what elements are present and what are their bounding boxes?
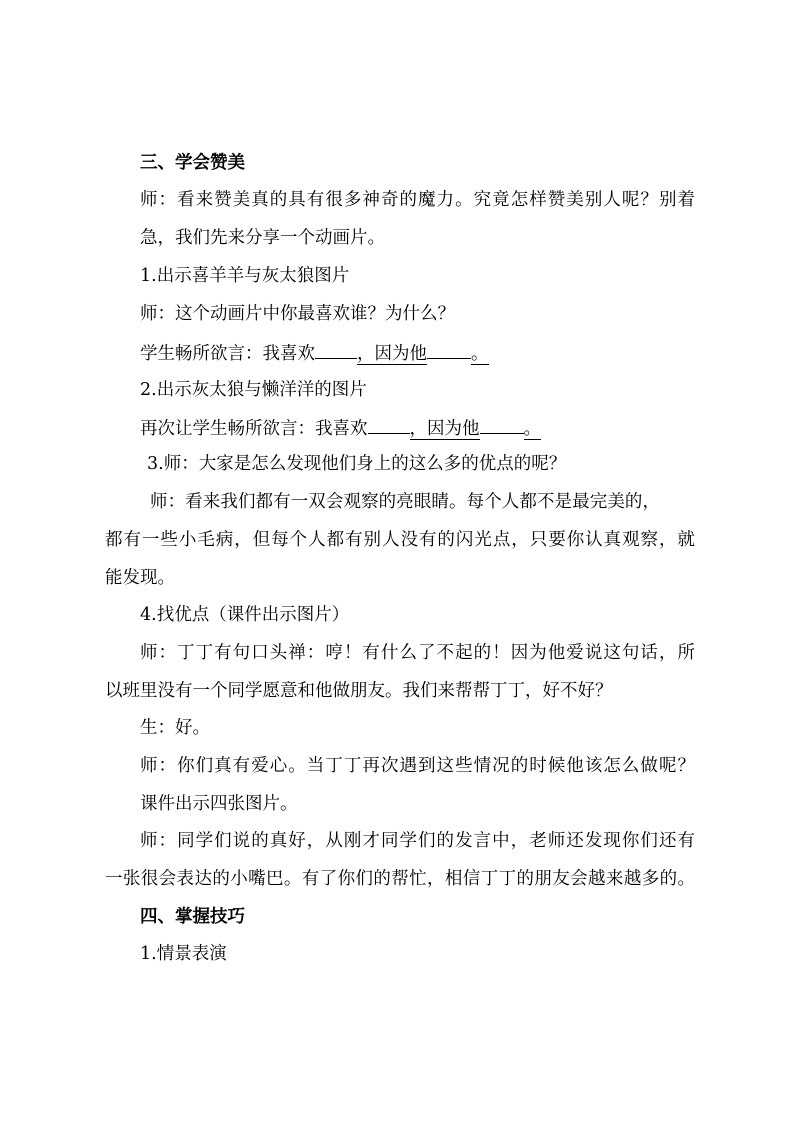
fill-blank (427, 340, 471, 359)
list-item: 2.出示灰太狼与懒洋洋的图片 (140, 380, 367, 400)
sentence-text: 。 (523, 419, 541, 439)
list-item: 3.师：大家是怎么发现他们身上的这么多的优点的呢？ (147, 454, 567, 474)
sentence-text: 再次让学生畅所欲言：我喜欢 (140, 419, 368, 439)
sentence-text: ，因为他 (409, 419, 480, 439)
paragraph-line: 能发现。 (105, 568, 175, 588)
paragraph-line: 急，我们先来分享一个动画片。 (140, 228, 385, 248)
paragraph-line: 师：这个动画片中你最喜欢谁？为什么？ (140, 304, 455, 324)
section-heading-3: 三、学会赞美 (140, 153, 245, 173)
list-item: 1.情景表演 (140, 944, 227, 964)
list-item: 1.出示喜羊羊与灰太狼图片 (140, 266, 350, 286)
paragraph-line: 师：丁丁有句口头禅：哼！有什么了不起的！因为他爱说这句话，所 (140, 643, 695, 663)
fill-blank (480, 415, 524, 434)
sentence-text: 。 (471, 344, 489, 364)
paragraph-line: 课件出示四张图片。 (140, 794, 298, 814)
paragraph-line: 都有一些小毛病，但每个人都有别人没有的闪光点，只要你认真观察，就 (105, 530, 695, 550)
paragraph-line: 师：同学们说的真好，从刚才同学们的发言中，老师还发现你们还有 (140, 831, 695, 851)
paragraph-line: 师：看来赞美真的具有很多神奇的魔力。究竟怎样赞美别人呢？别着 (140, 190, 695, 210)
fill-blank (315, 340, 357, 359)
fill-in-sentence (140, 340, 489, 366)
paragraph-line: 生：好。 (140, 718, 210, 738)
paragraph-line: 以班里没有一个同学愿意和他做朋友。我们来帮帮丁丁，好不好？ (105, 681, 613, 701)
sentence-text: 学生畅所欲言：我喜欢 (140, 344, 315, 364)
paragraph-line: 师：你们真有爱心。当丁丁再次遇到这些情况的时候他该怎么做呢？ (140, 756, 695, 776)
fill-in-sentence (140, 415, 541, 441)
paragraph-line: 一张很会表达的小嘴巴。有了你们的帮忙，相信丁丁的朋友会越来越多的。 (105, 869, 695, 889)
section-heading-4: 四、掌握技巧 (140, 907, 245, 927)
fill-blank (368, 415, 410, 434)
sentence-text: ，因为他 (357, 344, 427, 364)
paragraph-line: 师：看来我们都有一双会观察的亮眼睛。每个人都不是最完美的， (150, 492, 660, 512)
list-item: 4.找优点（课件出示图片） (140, 605, 350, 625)
